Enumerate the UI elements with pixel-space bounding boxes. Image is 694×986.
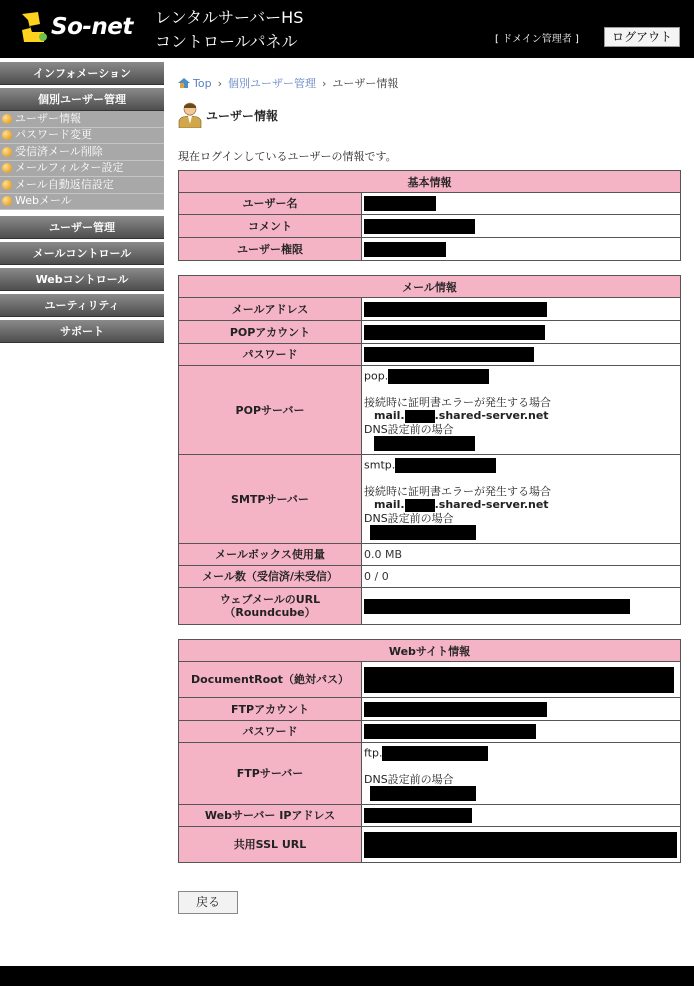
bullet-icon (2, 163, 12, 173)
nav-mail-control[interactable]: メールコントロール (0, 242, 164, 265)
cert-error-note: 接続時に証明書エラーが発生する場合 (364, 485, 551, 499)
sub-item-user-info[interactable] (0, 111, 164, 128)
pop-prefix: pop. (364, 369, 389, 383)
smtp-server-label: SMTPサーバー (179, 455, 362, 544)
nav-utility[interactable]: ユーティリティ (0, 294, 164, 317)
comment-label: コメント (179, 215, 362, 238)
logout-button[interactable]: ログアウト (604, 27, 680, 47)
web-info-caption: Webサイト情報 (179, 640, 681, 662)
redacted-block (364, 702, 547, 717)
username-label: ユーザー名 (179, 193, 362, 215)
breadcrumb-top-link[interactable]: Top (193, 77, 212, 90)
smtp-prefix: smtp. (364, 458, 396, 472)
bullet-icon (2, 114, 12, 124)
basic-info-table (178, 170, 681, 261)
ftp-server-value (362, 743, 681, 805)
nav-individual-user-management[interactable]: 個別ユーザー管理 (0, 88, 164, 111)
pop-server-value (362, 366, 681, 455)
docroot-label: DocumentRoot（絶対パス） (179, 662, 362, 698)
mailbox-usage-value: 0.0 MB (362, 544, 681, 566)
mail-info-table (178, 275, 681, 625)
ftp-account-value (362, 698, 681, 721)
sub-item-password-change[interactable] (0, 128, 164, 145)
ftp-server-label: FTPサーバー (179, 743, 362, 805)
footer (0, 966, 694, 986)
intro-text: 現在ログインしているユーザーの情報です。 (178, 150, 397, 163)
nav-web-control[interactable]: Webコントロール (0, 268, 164, 291)
mail-prefix: mail. (374, 409, 405, 423)
smtp-server-value (362, 455, 681, 544)
pop-account-value (362, 321, 681, 344)
dns-note: DNS設定前の場合 (364, 511, 454, 525)
sub-item-delete-received-mail[interactable] (0, 144, 164, 161)
web-info-table (178, 639, 681, 863)
mail-password-value (362, 344, 681, 366)
webmail-url-value (362, 588, 681, 625)
home-icon (178, 78, 190, 88)
bullet-icon (2, 196, 12, 206)
redacted-block (364, 219, 475, 234)
breadcrumb-separator-icon: › (321, 77, 327, 90)
sub-item-label: 受信済メール削除 (15, 144, 103, 158)
ssl-url-label: 共用SSL URL (179, 827, 362, 863)
page-title (178, 102, 681, 128)
sidebar (0, 62, 164, 346)
webmail-url-label-line2: （Roundcube） (224, 606, 316, 619)
breadcrumb-separator-icon: › (217, 77, 222, 90)
user-person-icon (178, 102, 202, 128)
pop-account-label: POPアカウント (179, 321, 362, 344)
breadcrumb-section-link[interactable]: 個別ユーザー管理 (227, 77, 316, 90)
page-title-text: ユーザー情報 (206, 108, 279, 123)
bullet-icon (2, 180, 12, 190)
sub-item-mail-filter[interactable] (0, 161, 164, 178)
breadcrumb (178, 76, 681, 92)
breadcrumb-current: ユーザー情報 (332, 77, 399, 90)
nav-information[interactable]: インフォメーション (0, 62, 164, 85)
redacted-block (388, 369, 489, 384)
username-value (362, 193, 681, 215)
sonet-logo[interactable] (18, 10, 148, 46)
shared-server-suffix: .shared-server.net (434, 409, 549, 423)
redacted-block (370, 786, 476, 801)
docroot-value (362, 662, 681, 698)
sub-item-label: Webメール (15, 194, 72, 207)
sub-item-webmail[interactable] (0, 194, 164, 211)
redacted-block (405, 499, 435, 512)
bullet-icon (2, 130, 12, 140)
ftp-account-label: FTPアカウント (179, 698, 362, 721)
shared-server-suffix: .shared-server.net (434, 498, 549, 512)
cert-error-note: 接続時に証明書エラーが発生する場合 (364, 396, 551, 410)
dns-note: DNS設定前の場合 (364, 422, 454, 436)
ssl-url-value (362, 827, 681, 863)
sub-menu (0, 111, 164, 210)
main-content (178, 76, 681, 863)
mail-info-caption: メール情報 (179, 276, 681, 298)
sub-item-auto-reply[interactable] (0, 177, 164, 194)
app-title (155, 6, 303, 54)
redacted-block (364, 808, 472, 823)
comment-value (362, 215, 681, 238)
ip-address-value (362, 805, 681, 827)
mail-password-label: パスワード (179, 344, 362, 366)
redacted-block (370, 525, 476, 540)
bullet-icon (2, 147, 12, 157)
redacted-block (382, 746, 488, 761)
authority-label: ユーザー権限 (179, 238, 362, 261)
webmail-url-label (179, 588, 362, 625)
sonet-logo-mark-icon (18, 10, 48, 44)
redacted-block (395, 458, 496, 473)
redacted-block (405, 410, 435, 423)
webmail-url-label-line1: ウェブメールのURL (219, 593, 321, 606)
sub-item-label: パスワード変更 (15, 128, 92, 141)
nav-user-management[interactable]: ユーザー管理 (0, 216, 164, 239)
mail-address-label: メールアドレス (179, 298, 362, 321)
redacted-block (364, 832, 677, 858)
sub-item-label: ユーザー情報 (15, 111, 81, 125)
logo-text: So-net (51, 14, 133, 40)
back-button[interactable]: 戻る (178, 891, 238, 914)
dns-note: DNS設定前の場合 (364, 773, 454, 786)
app-title-line2: コントロールパネル (155, 32, 298, 51)
redacted-block (364, 347, 534, 362)
pop-server-label: POPサーバー (179, 366, 362, 455)
sub-item-label: メールフィルター設定 (15, 161, 124, 174)
ip-address-label: Webサーバー IPアドレス (179, 805, 362, 827)
redacted-block (364, 325, 545, 340)
user-role: [ ドメイン管理者 ] (495, 34, 579, 45)
basic-info-caption: 基本情報 (179, 171, 681, 193)
sub-item-label: メール自動返信設定 (15, 177, 114, 191)
nav-support[interactable]: サポート (0, 320, 164, 343)
mail-address-value (362, 298, 681, 321)
mailbox-usage-label: メールボックス使用量 (179, 544, 362, 566)
web-password-value (362, 721, 681, 743)
redacted-block (364, 724, 536, 739)
header (0, 0, 694, 58)
web-password-label: パスワード (179, 721, 362, 743)
mail-prefix: mail. (374, 498, 405, 512)
redacted-block (374, 436, 475, 451)
redacted-block (364, 599, 630, 614)
app-title-line1: レンタルサーバーHS (155, 8, 304, 27)
ftp-prefix: ftp. (364, 746, 383, 760)
redacted-block (364, 242, 446, 257)
authority-value (362, 238, 681, 261)
mail-count-label: メール数（受信済/未受信） (179, 566, 362, 588)
redacted-block (364, 196, 436, 211)
redacted-block (364, 667, 674, 693)
mail-count-value: 0 / 0 (362, 566, 681, 588)
redacted-block (364, 302, 547, 317)
